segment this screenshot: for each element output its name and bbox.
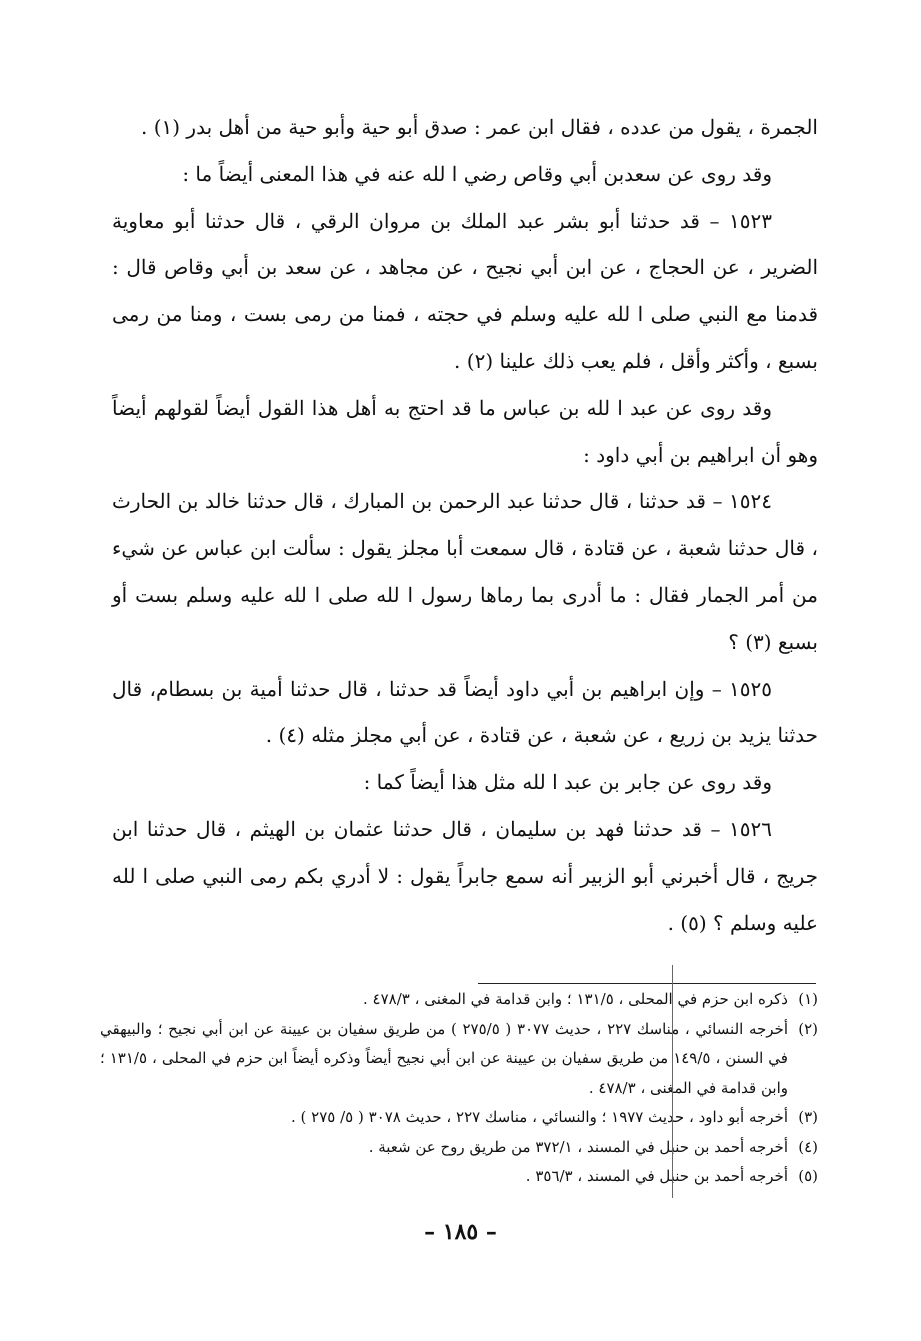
footnote-text: ذكره ابن حزم في المحلى ، ١٣١/٥ ؛ وابن قدامة في المغنى ، ٤٧٨/٣ . xyxy=(363,990,788,1008)
footnote-marker: (٣) xyxy=(798,1108,818,1126)
paragraph-intro-saad: وقد روى عن سعدبن أبي وقاص رضي ا لله عنه في هذا المعنى أيضاً ما : xyxy=(182,161,772,186)
hadith-1525: ١٥٢٥ – وإن ابراهيم بن أبي داود أيضاً قد حدثنا ، قال حدثنا أمية بن بسطام، قال حدثنا يزيد بن زريع ، عن شعبة ، عن قتادة ، عن أبي مجلز مثله (٤) . xyxy=(112,676,818,748)
footnote-marker: (٤) xyxy=(798,1137,818,1156)
main-text xyxy=(112,104,818,946)
hadith-1524: ١٥٢٤ – قد حدثنا ، قال حدثنا عبد الرحمن بن المبارك ، قال حدثنا خالد بن الحارث ، قال حدثنا شعبة ، عن قتادة ، قال سمعت أبا مجلز يقول : سألت ابن عباس عن شيء من أمر الجمار فقال : ما أدرى بما رماها رسول ا لله صلى ا لله عليه وسلم بست أو بسبع (٣) ؟ xyxy=(112,489,818,654)
footnote-text: أخرجه أحمد بن حنبل في المسند ، ٣٧٢/١ من طريق روح عن شعبة . xyxy=(368,1137,788,1156)
footnote xyxy=(100,1162,818,1192)
hadith-1523: ١٥٢٣ – قد حدثنا أبو بشر عبد الملك بن مروان الرقي ، قال حدثنا أبو معاوية الضرير ، عن الحجاج ، عن ابن أبي نجيح ، عن مجاهد ، عن سعد بن أبي وقاص قال : قدمنا مع النبي صلى ا لله عليه وسلم في حجته ، فمنا من رمى بست ، ومنا من رمى بسبع ، وأكثر وأقل ، فلم يعب ذلك علينا (٢) . xyxy=(112,208,818,373)
footnote-marker: (١) xyxy=(798,990,818,1008)
paragraph-continuation: الجمرة ، يقول من عدده ، فقال ابن عمر : صدق أبو حية وأبو حية من أهل بدر (١) . xyxy=(140,115,818,139)
page-number: – ١٨٥ – xyxy=(424,1219,497,1245)
footnote-text: أخرجه أحمد بن حنبل في المسند ، ٣٥٦/٣ . xyxy=(525,1167,788,1185)
footnote xyxy=(100,1015,818,1104)
paragraph-intro-jabir: وقد روى عن جابر بن عبد ا لله مثل هذا أيضاً كما : xyxy=(363,770,772,795)
footnote-marker: (٢) xyxy=(798,1019,818,1038)
footnotes xyxy=(100,985,818,1192)
footnote-text: أخرجه النسائي ، مناسك ٢٢٧ ، حديث ٣٠٧٧ ( ٢٧٥/٥ ) من طريق سفيان بن عيينة عن ابن أبي نجيح ؛ والبيهقي في السنن ، ١٤٩/٥ من طريق سفيان بن عيينة عن ابن أبي نجيح أيضاً وذكره أيضاً ابن حزم في المحلى ، ١٣١/٥ ؛ وابن قدامة في المغنى ، ٤٧٨/٣ . xyxy=(100,1019,788,1097)
hadith-1526: ١٥٢٦ – قد حدثنا فهد بن سليمان ، قال حدثنا عثمان بن الهيثم ، قال حدثنا ابن جريج ، قال أخبرني أبو الزبير أنه سمع جابراً يقول : لا أدري بكم رمى النبي صلى ا لله عليه وسلم ؟ (٥) . xyxy=(112,816,818,935)
footnote-marker: (٥) xyxy=(798,1167,818,1185)
paragraph-intro-ibn-abbas: وقد روى عن عبد ا لله بن عباس ما قد احتج به أهل هذا القول أيضاً لقولهم أيضاً وهو أن ابراهيم بن أبي داود : xyxy=(112,395,818,467)
scan-crease-line xyxy=(672,965,673,1198)
footnote xyxy=(100,1133,818,1163)
footnote xyxy=(100,985,818,1015)
footnote-text: أخرجه أبو داود ، حديث ١٩٧٧ ؛ والنسائي ، مناسك ٢٢٧ ، حديث ٣٠٧٨ ( ٥/ ٢٧٥ ) . xyxy=(290,1108,788,1126)
footnote xyxy=(100,1103,818,1133)
footnote-divider xyxy=(478,983,816,984)
